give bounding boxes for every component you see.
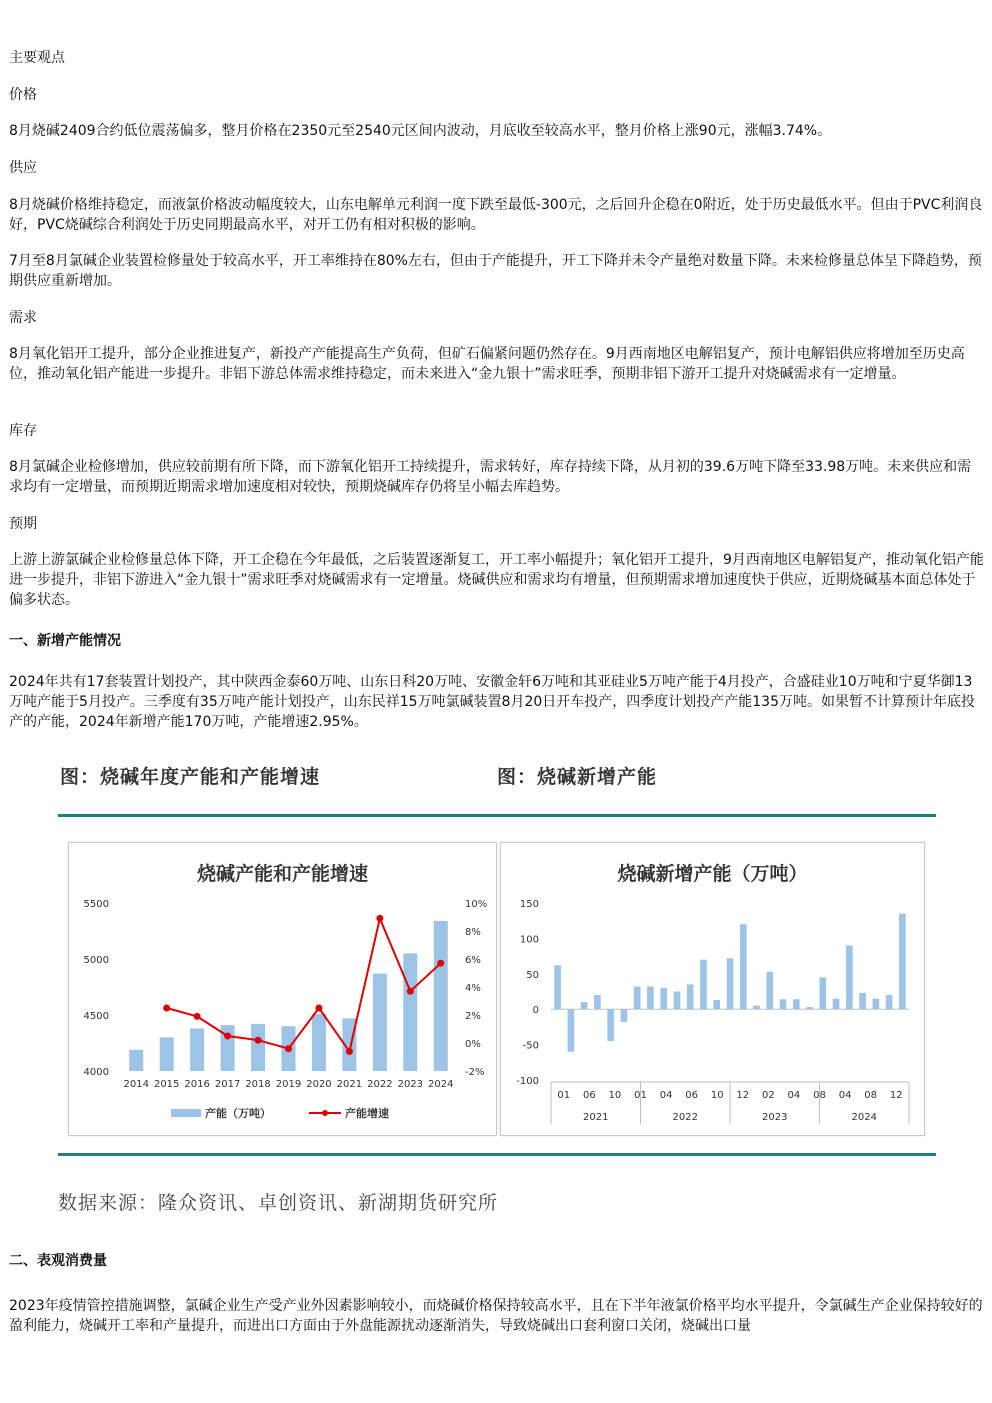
x-axis-tick-label: 06 [685,1090,699,1101]
y-axis-tick-label: -50 [522,1040,539,1052]
new-capacity-bar [713,1000,720,1009]
x-axis-tick-label: 04 [787,1090,801,1101]
growth-point [315,1005,322,1012]
capacity-bar [434,921,448,1071]
left-axis-tick-label: 5500 [83,899,109,910]
x-axis-tick-label: 04 [659,1090,673,1101]
growth-point [255,1037,262,1044]
demand-heading: 需求 [9,310,37,326]
new-capacity-bar [687,984,694,1009]
new-capacity-chart [501,843,924,1135]
new-capacity-bar [594,995,601,1009]
x-axis-tick-label: 10 [608,1090,622,1101]
new-capacity-bar [727,958,734,1009]
figure-top-rule [58,814,936,817]
right-axis-tick-label: 6% [465,955,481,966]
section2-paragraph: 2023年疫情管控措施调整，氯碱企业生产受产业外因素影响较小，而烧碱价格保持较高水平，且在下半年液氯价格平均水平提升，令氯碱生产企业保持较好的盈利能力，烧碱开工率和产量提升，而进出口方面由于外盘能源扰动逐渐消失，导致烧碱出口套利窗口关闭，烧碱出口量 [9,1298,983,1334]
x-axis-tick-label: 2014 [123,1079,149,1090]
growth-point [194,1013,201,1020]
new-capacity-bar [753,1006,760,1010]
growth-line [167,918,441,1051]
new-capacity-bar [846,945,853,1009]
new-capacity-bar [820,977,827,1009]
x-axis-tick-label: 2020 [306,1079,332,1090]
x-axis-tick-label: 2015 [153,1079,180,1090]
price-heading: 价格 [9,87,37,103]
right-axis-tick-label: 2% [465,1011,481,1022]
new-capacity-bar [740,924,747,1009]
new-capacity-bar [886,995,893,1009]
new-capacity-bar [568,1009,575,1051]
growth-point [346,1048,353,1055]
supply-paragraph-1: 8月烧碱价格维持稳定，而液氯价格波动幅度较大，山东电解单元利润一度下跌至最低-300元，之后回升企稳在0附近，处于历史最低水平。但由于PVC利润良好，PVC烧碱综合利润处于历史同期最高水平，对开工仍有相对积极的影响。 [9,197,983,233]
left-axis-tick-label: 4500 [83,1011,109,1022]
x-axis-tick-label: 2023 [397,1079,424,1090]
supply-paragraph-2: 7月至8月氯碱企业装置检修量处于较高水平，开工率维持在80%左右，但由于产能提升，开工下降并未令产量绝对数量下降。未来检修量总体呈下降趋势，预期供应重新增加。 [9,253,982,289]
capacity-chart-panel [68,842,497,1136]
new-capacity-bar [581,1002,588,1009]
capacity-chart [69,843,496,1135]
new-capacity-bar [873,999,880,1010]
demand-paragraph: 8月氧化铝开工提升，部分企业推进复产，新投产产能提高生产负荷，但矿石偏紧问题仍然存在。9月西南地区电解铝复产，预计电解铝供应将增加至历史高位，推动氧化铝产能进一步提升。非铝下游总体需求维持稳定，而未来进入“金九银十”需求旺季，预期非铝下游开工提升对烧碱需求有一定增量。 [9,346,965,382]
year-group-label: 2024 [851,1112,877,1123]
x-axis-tick-label: 01 [634,1090,647,1101]
new-capacity-bar [859,993,866,1009]
growth-point [163,1005,170,1012]
right-axis-tick-label: -2% [465,1067,485,1078]
year-group-label: 2022 [672,1112,698,1123]
x-axis-tick-label: 2018 [245,1079,271,1090]
x-axis-tick-label: 12 [889,1090,903,1101]
growth-point [437,960,444,967]
left-axis-tick-label: 5000 [83,955,109,966]
outlook-heading: 预期 [9,516,37,532]
page-heading: 主要观点 [9,50,65,66]
figure-source: 数据来源：隆众资讯、卓创资讯、新湖期货研究所 [58,1192,499,1214]
x-axis-tick-label: 01 [557,1090,571,1101]
inventory-heading: 库存 [9,423,37,439]
x-axis-tick-label: 2022 [367,1079,393,1090]
x-axis-tick-label: 2021 [336,1079,363,1090]
new-capacity-bar [899,914,906,1010]
legend-label-growth: 产能增速 [345,1107,389,1120]
capacity-bar [129,1050,143,1071]
supply-heading: 供应 [9,160,37,176]
y-axis-tick-label: 0 [532,1005,539,1017]
figure-bottom-rule [58,1153,936,1156]
section2-heading: 二、表观消费量 [9,1253,107,1269]
new-capacity-bar [674,992,681,1010]
new-capacity-bar [660,988,667,1009]
capacity-bar [373,974,387,1071]
growth-point [376,915,383,922]
section1-heading: 一、新增产能情况 [9,633,121,649]
legend-label-capacity: 产能（万吨） [205,1107,271,1120]
x-axis-tick-label: 02 [761,1090,775,1101]
new-capacity-bar [700,960,707,1010]
capacity-bar [160,1037,174,1071]
x-axis-tick-label: 2024 [428,1079,454,1090]
new-capacity-bar [833,999,840,1010]
new-capacity-chart-title: 烧碱新增产能（万吨） [617,863,808,885]
year-group-label: 2021 [583,1112,609,1123]
growth-point [224,1033,231,1040]
capacity-bar [312,1014,326,1071]
y-axis-tick-label: 150 [519,899,539,910]
figure-caption-right: 图：烧碱新增产能 [497,766,658,788]
right-axis-tick-label: 10% [465,899,488,910]
x-axis-tick-label: 2019 [275,1079,302,1090]
x-axis-tick-label: 2016 [184,1079,210,1090]
new-capacity-bar [793,999,800,1009]
capacity-bar [403,953,417,1071]
capacity-bar [251,1024,265,1071]
right-axis-tick-label: 8% [465,927,481,938]
new-capacity-bar [621,1009,628,1022]
year-group-label: 2023 [762,1112,788,1123]
legend-swatch-capacity [171,1109,201,1117]
new-capacity-bar [647,987,654,1010]
capacity-chart-title: 烧碱产能和产能增速 [196,863,368,885]
new-capacity-bar [607,1009,614,1041]
inventory-paragraph: 8月氯碱企业检修增加，供应较前期有所下降，而下游氧化铝开工持续提升，需求转好，库存持续下降，从月初的39.6万吨下降至33.98万吨。未来供应和需求均有一定增量，而预期近期需求增加速度相对较快，预期烧碱库存仍将呈小幅去库趋势。 [9,459,972,495]
growth-point [285,1045,292,1052]
new-capacity-bar [554,965,561,1009]
x-axis-tick-label: 08 [864,1090,878,1101]
x-axis-tick-label: 2017 [214,1079,241,1090]
y-axis-tick-label: -100 [516,1076,539,1087]
outlook-paragraph: 上游上游氯碱企业检修量总体下降，开工企稳在今年最低，之后装置逐渐复工，开工率小幅提升；氧化铝开工提升，9月西南地区电解铝复产，推动氧化铝产能进一步提升，非铝下游进入“金九银十”需求旺季对烧碱需求有一定增量。烧碱供应和需求均有增量，但预期需求增加速度快于供应，近期烧碱基本面总体处于偏多状态。 [9,552,984,608]
x-axis-tick-label: 12 [736,1090,750,1101]
new-capacity-bar [766,972,773,1010]
right-axis-tick-label: 4% [465,983,481,994]
growth-point [407,988,414,995]
new-capacity-chart-panel [500,842,925,1136]
x-axis-tick-label: 10 [710,1090,724,1101]
new-capacity-bar [780,999,787,1009]
figure-caption-left: 图：烧碱年度产能和产能增速 [60,766,321,788]
y-axis-tick-label: 100 [519,934,539,946]
left-axis-tick-label: 4000 [83,1067,109,1078]
capacity-bar [190,1028,204,1071]
x-axis-tick-label: 04 [838,1090,852,1101]
x-axis-tick-label: 08 [813,1090,826,1101]
legend-marker-growth [322,1110,328,1116]
new-capacity-bar [634,987,641,1010]
new-capacity-bar [806,1007,813,1009]
price-paragraph: 8月烧碱2409合约低位震荡偏多，整月价格在2350元至2540元区间内波动，月底收至较高水平，整月价格上涨90元，涨幅3.74%。 [9,123,832,139]
y-axis-tick-label: 50 [526,969,539,981]
right-axis-tick-label: 0% [465,1039,481,1050]
x-axis-tick-label: 06 [582,1090,596,1101]
section1-paragraph: 2024年共有17套装置计划投产，其中陕西金泰60万吨、山东日科20万吨、安徽金轩6万吨和其亚硅业5万吨产能于4月投产，合盛硅业10万吨和宁夏华御13万吨产能于5月投产。三季度有35万吨产能计划投产，山东民祥15万吨氯碱装置8月20日开车投产，四季度计划投产产能135万吨。如果暂不计算预计年底投产的产能，2024年新增产能170万吨，产能增速2.95%。 [9,674,975,730]
